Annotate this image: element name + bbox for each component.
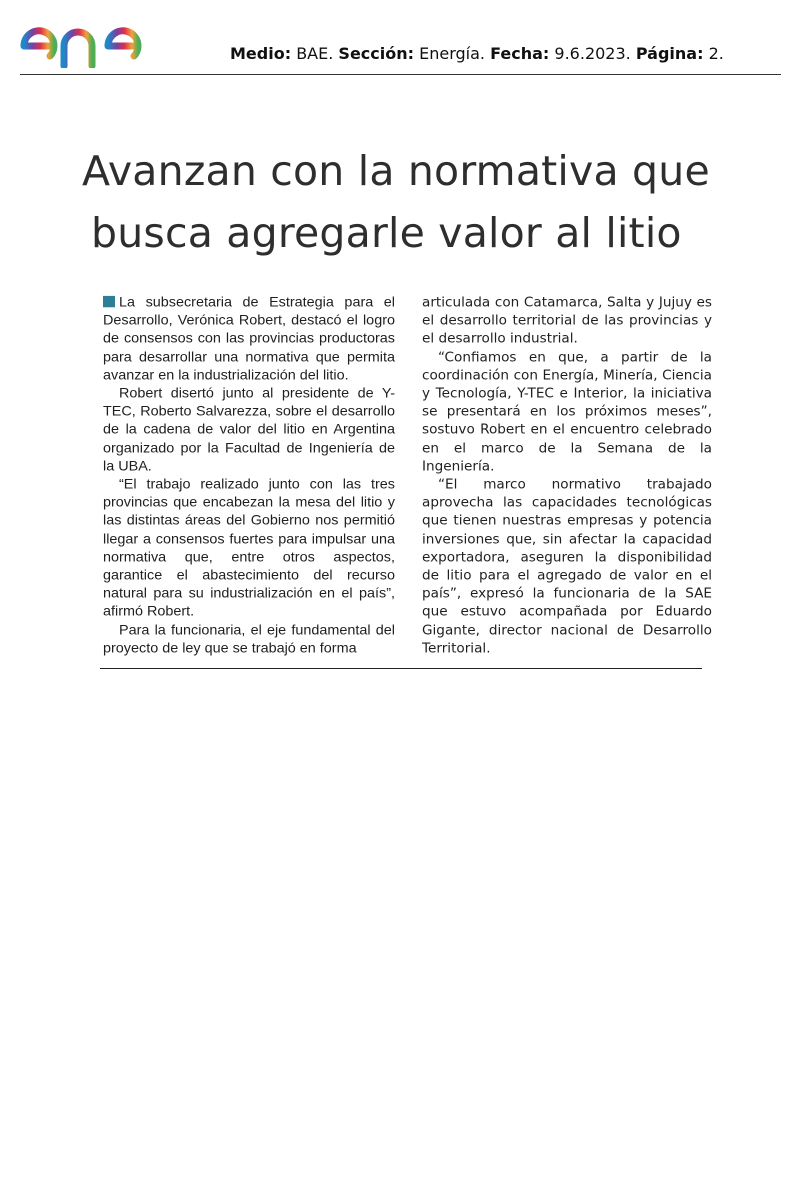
publication-meta <box>230 44 790 63</box>
paragraph: “Confiamos en que, a partir de la coordinación con Energía, Minería, Ciencia y Tecnología, Y-TEC e Interior, la iniciativa se presentará en los próximos meses”, sostuvo Robert en el encuentro celebrado en el marco de la Semana de la Ingeniería. <box>422 349 712 474</box>
article-headline <box>82 140 722 264</box>
article-bottom-rule <box>100 668 702 669</box>
paragraph: “El marco normativo trabajado aprovecha las capacidades tecnológicas que tienen nuestras empresas y potencia inversiones que, sin afectar la capacidad exportadora, aseguren la disponibilidad de litio para el agregado de valor en el país”, expresó la funcionaria de la SAE que estuvo acompañada por Eduardo Gigante, director nacional de Desarrollo Territorial. <box>422 476 712 657</box>
fecha-label: Fecha: <box>490 44 550 63</box>
section-marker-icon <box>103 296 115 307</box>
headline-line-1: Avanzan con la normativa que <box>82 147 710 195</box>
paragraph <box>103 294 395 385</box>
medio-label: Medio: <box>230 44 292 63</box>
paragraph-text: La subsecretaria de Estrategia para el Desarrollo, Verónica Robert, destacó el logro de consensos con las provincias productoras para desarrollar una normativa que permita avanzar en la industrialización del litio. <box>103 294 395 383</box>
paragraph: Robert disertó junto al presidente de Y-TEC, Roberto Salvarezza, sobre el desarrollo de la cadena de valor del litio en Argentina organizado por la Facultad de Ingeniería de la UBA. <box>103 385 395 474</box>
article-column-right <box>422 294 712 658</box>
paragraph: articulada con Catamarca, Salta y Jujuy es el desarrollo territorial de las provincias y el desarrollo industrial. <box>422 294 712 347</box>
pagina-value: 2. <box>708 44 724 63</box>
enel-logo <box>16 4 182 68</box>
header-divider <box>20 74 781 75</box>
seccion-label: Sección: <box>338 44 415 63</box>
paragraph: “El trabajo realizado junto con las tres provincias que encabezan la mesa del litio y las distintas áreas del Gobierno nos permitió llegar a consensos fuertes para impulsar una normativa que, entre otros aspectos, garantice el abastecimiento del recurso natural para su industrialización en el país”, afirmó Robert. <box>103 476 395 620</box>
pagina-label: Página: <box>635 44 704 63</box>
fecha-value: 9.6.2023. <box>554 44 631 63</box>
paragraph: Para la funcionaria, el eje fundamental del proyecto de ley que se trabajó en forma <box>103 622 395 657</box>
seccion-value: Energía. <box>419 44 486 63</box>
article-column-left <box>103 294 395 658</box>
headline-line-2: busca agregarle valor al litio <box>91 209 682 257</box>
medio-value: BAE. <box>296 44 334 63</box>
